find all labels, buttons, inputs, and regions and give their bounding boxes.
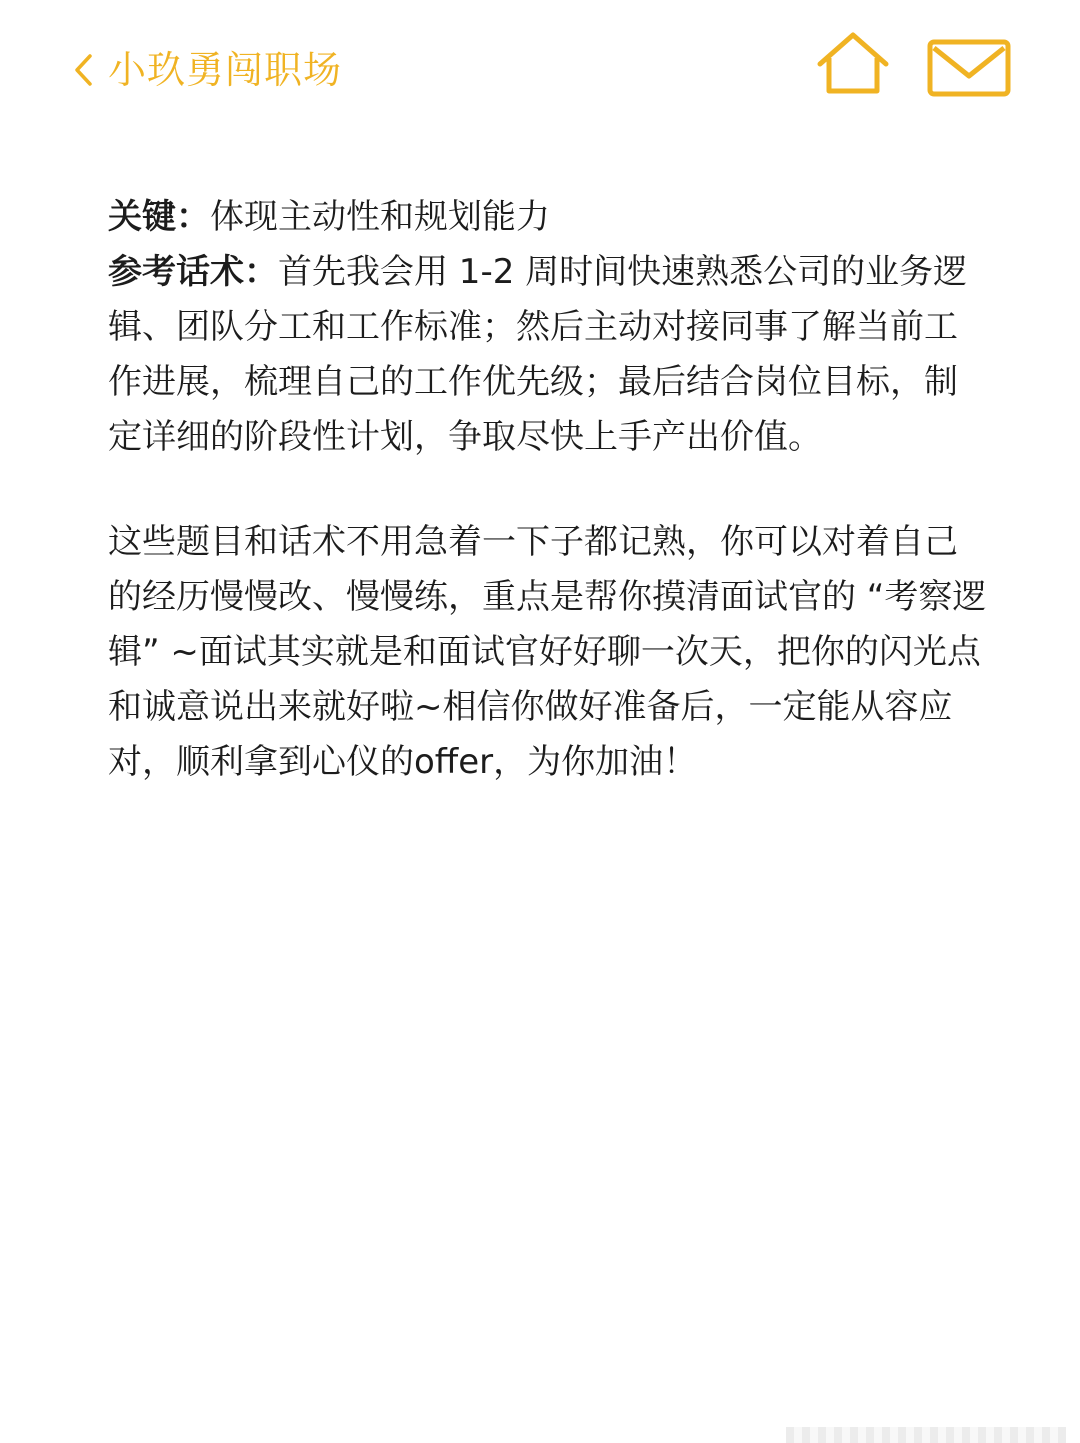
watermark-strip [786,1427,1066,1443]
home-button[interactable] [816,30,890,96]
account-title: 小玖勇闯职场 [108,48,343,92]
mail-button[interactable] [926,38,1012,98]
mail-icon [926,38,1012,98]
chevron-left-icon [72,52,100,88]
key-label: 关键： [108,197,210,237]
home-icon [816,30,890,96]
back-button[interactable] [72,42,342,98]
reference-script-paragraph [108,245,988,465]
article-body [108,190,988,790]
top-bar [0,0,1080,140]
key-text: 体现主动性和规划能力 [210,197,550,237]
key-point-paragraph [108,190,988,245]
closing-paragraph: 这些题目和话术不用急着一下子都记熟，你可以对着自己的经历慢慢改、慢慢练，重点是帮你摸清面试官的 “考察逻辑” ~面试其实就是和面试官好好聊一次天，把你的闪光点和诚意说出来就好啦~相信你做好准备后，一定能从容应对，顺利拿到心仪的offer，为你加油！ [108,522,987,782]
script-label: 参考话术： [108,252,278,292]
script-text: 首先我会用 1-2 周时间快速熟悉公司的业务逻辑、团队分工和工作标准；然后主动对接同事了解当前工作进展，梳理自己的工作优先级；最后结合岗位目标，制定详细的阶段性计划，争取尽快上手产出价值。 [108,252,968,457]
